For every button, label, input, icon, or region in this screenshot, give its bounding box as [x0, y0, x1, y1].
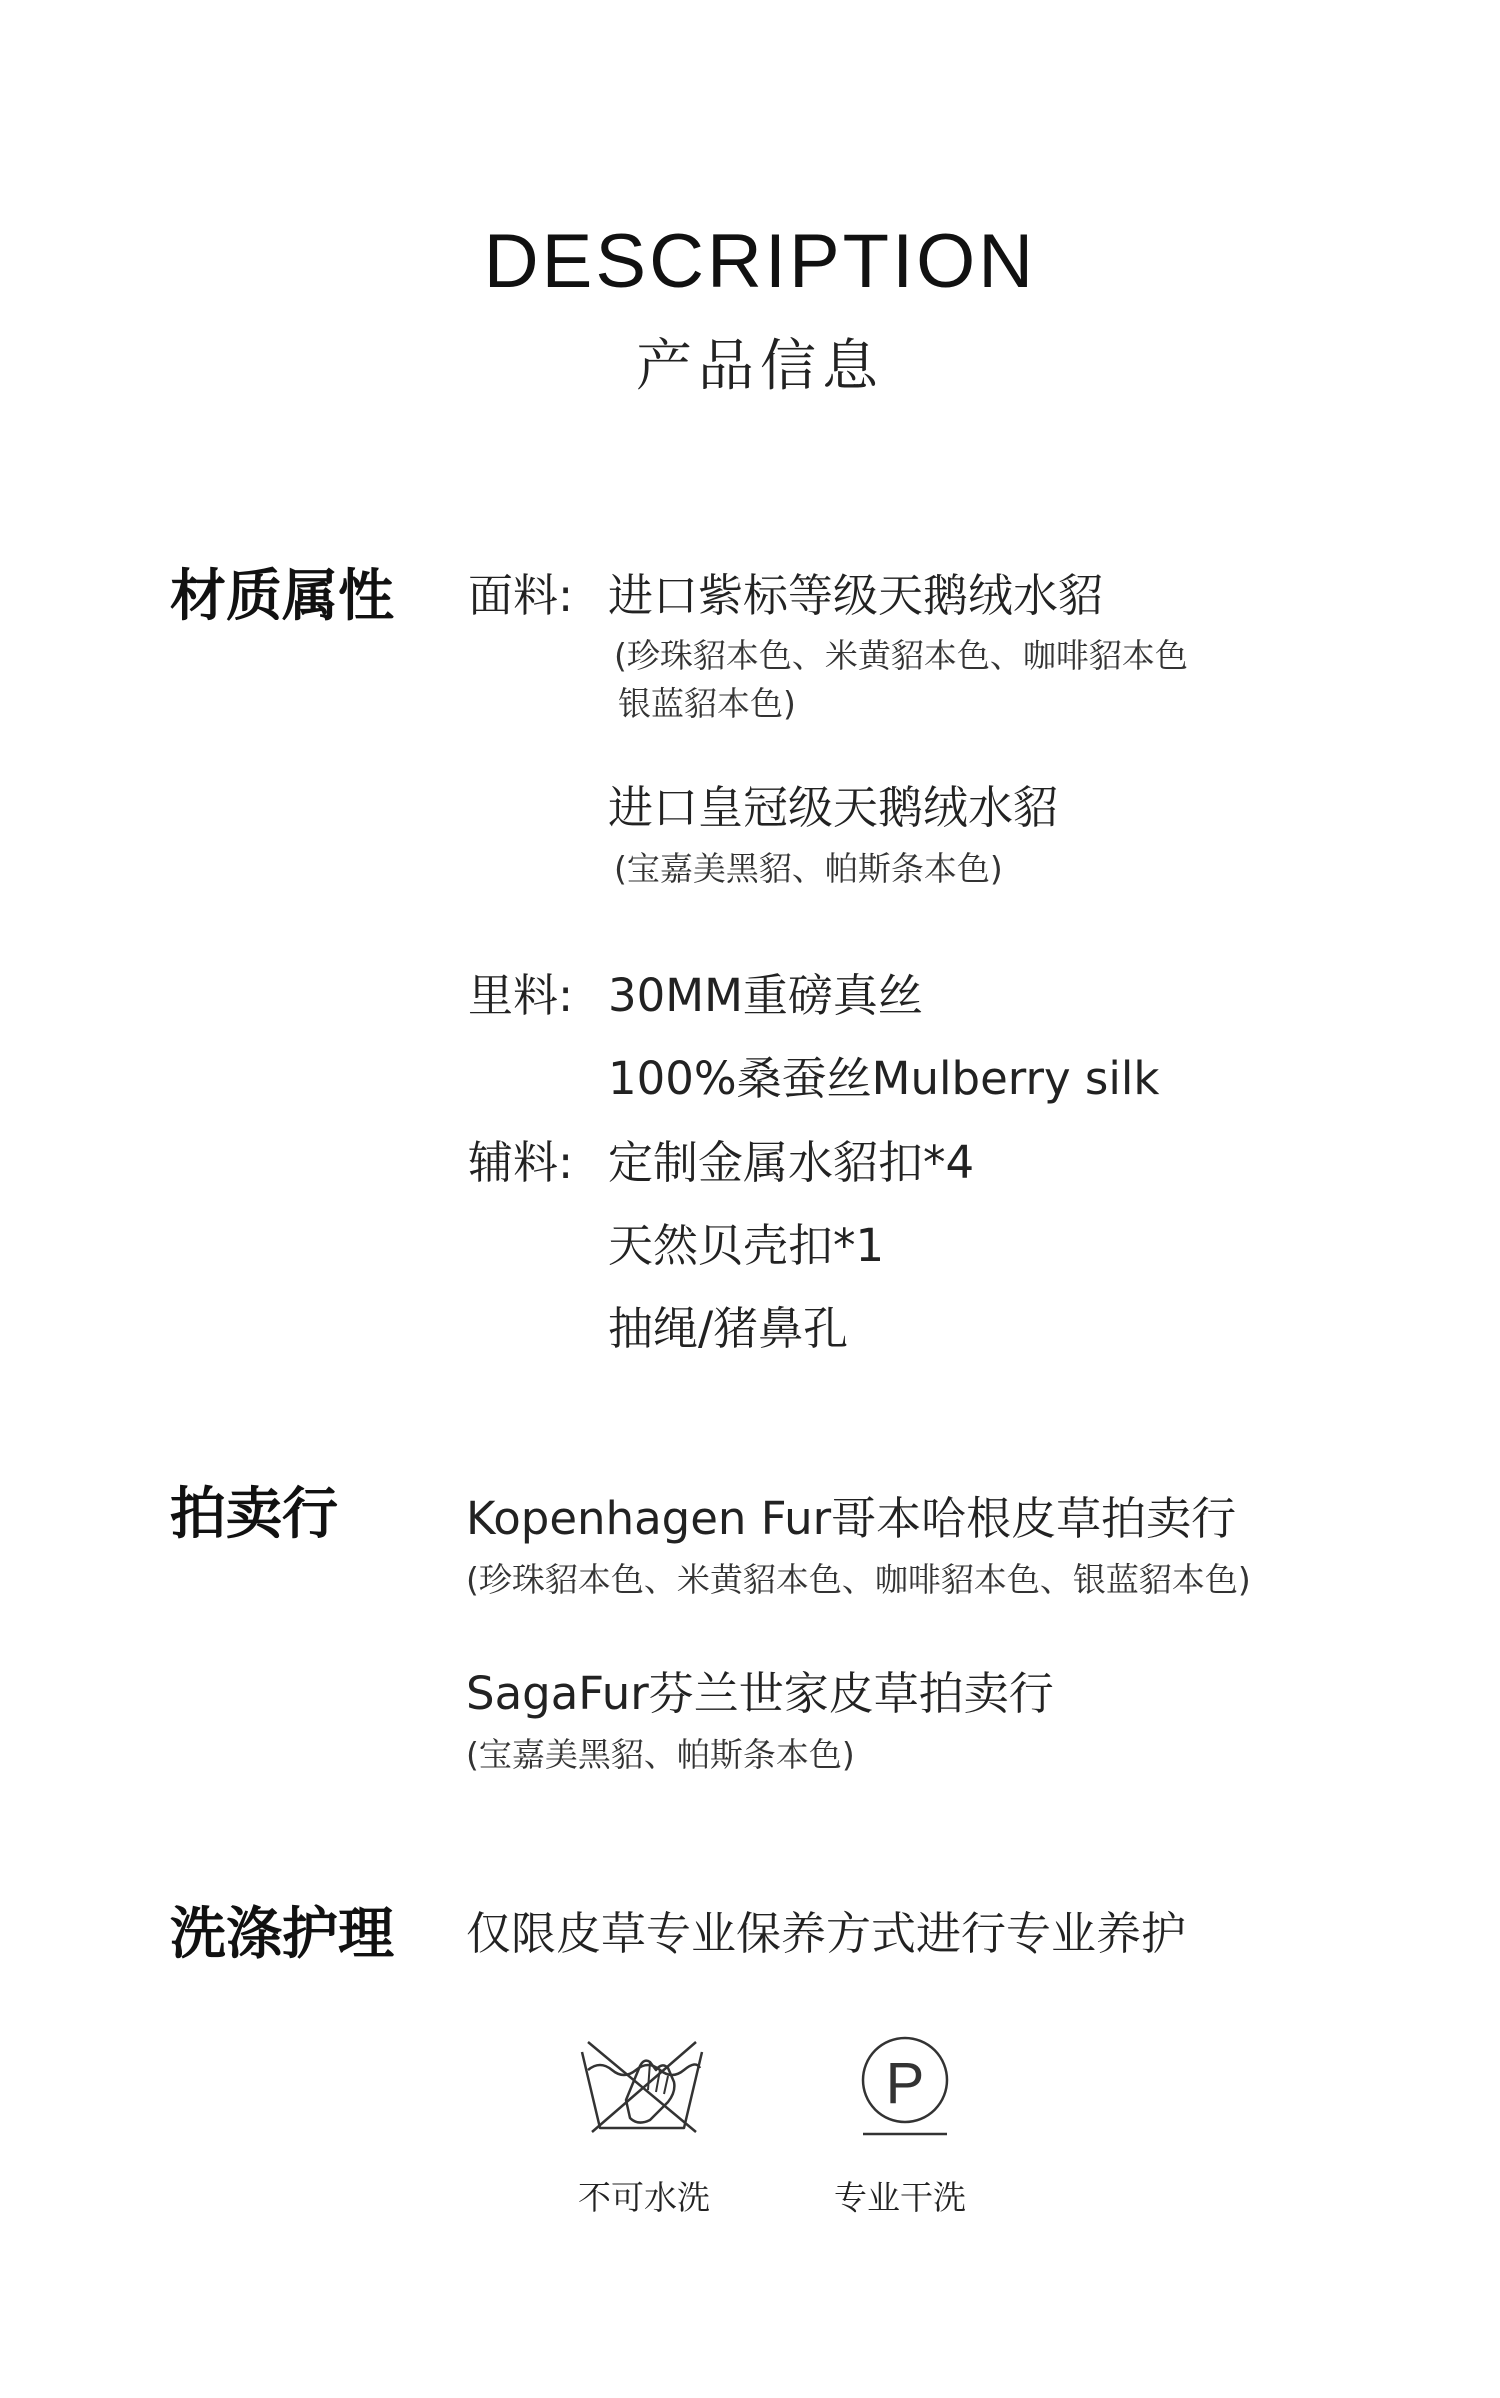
- dry-clean-label: 专业干洗: [834, 2178, 966, 2217]
- lining-label: 里料:: [468, 969, 574, 1022]
- care-heading: 洗涤护理: [170, 1902, 394, 1967]
- lining-value-2: 100%桑蚕丝Mulberry silk: [608, 1052, 1160, 1105]
- auction-house-2: SagaFur芬兰世家皮草拍卖行: [466, 1667, 1054, 1720]
- fabric-label: 面料:: [468, 569, 574, 622]
- auction-house-1-note: (珍珠貂本色、米黄貂本色、咖啡貂本色、银蓝貂本色): [466, 1560, 1251, 1599]
- auction-house-1: Kopenhagen Fur哥本哈根皮草拍卖行: [466, 1492, 1237, 1545]
- no-hand-wash-icon: [578, 2030, 706, 2134]
- no-hand-wash-label: 不可水洗: [578, 2178, 710, 2217]
- material-heading: 材质属性: [170, 564, 394, 629]
- accessory-value-1: 定制金属水貂扣*4: [608, 1136, 975, 1189]
- fabric-note-2: (宝嘉美黑貂、帕斯条本色): [614, 849, 1003, 888]
- care-text: 仅限皮草专业保养方式进行专业养护: [466, 1907, 1187, 1960]
- accessory-value-2: 天然贝壳扣*1: [608, 1219, 885, 1272]
- auction-house-2-note: (宝嘉美黑貂、帕斯条本色): [466, 1735, 855, 1774]
- accessory-value-3: 抽绳/猪鼻孔: [608, 1302, 849, 1355]
- fabric-note-1a: (珍珠貂本色、米黄貂本色、咖啡貂本色: [614, 636, 1188, 675]
- fabric-value-2: 进口皇冠级天鹅绒水貂: [608, 781, 1059, 834]
- dry-clean-symbol: P: [885, 2051, 925, 2116]
- lining-value-1: 30MM重磅真丝: [608, 969, 923, 1022]
- page-title: DESCRIPTION: [483, 219, 1037, 304]
- page-subtitle: 产品信息: [636, 334, 884, 399]
- accessory-label: 辅料:: [468, 1136, 574, 1189]
- fabric-value-1: 进口紫标等级天鹅绒水貂: [608, 569, 1104, 622]
- auction-heading: 拍卖行: [170, 1482, 338, 1547]
- fabric-note-1b: 银蓝貂本色): [618, 684, 796, 723]
